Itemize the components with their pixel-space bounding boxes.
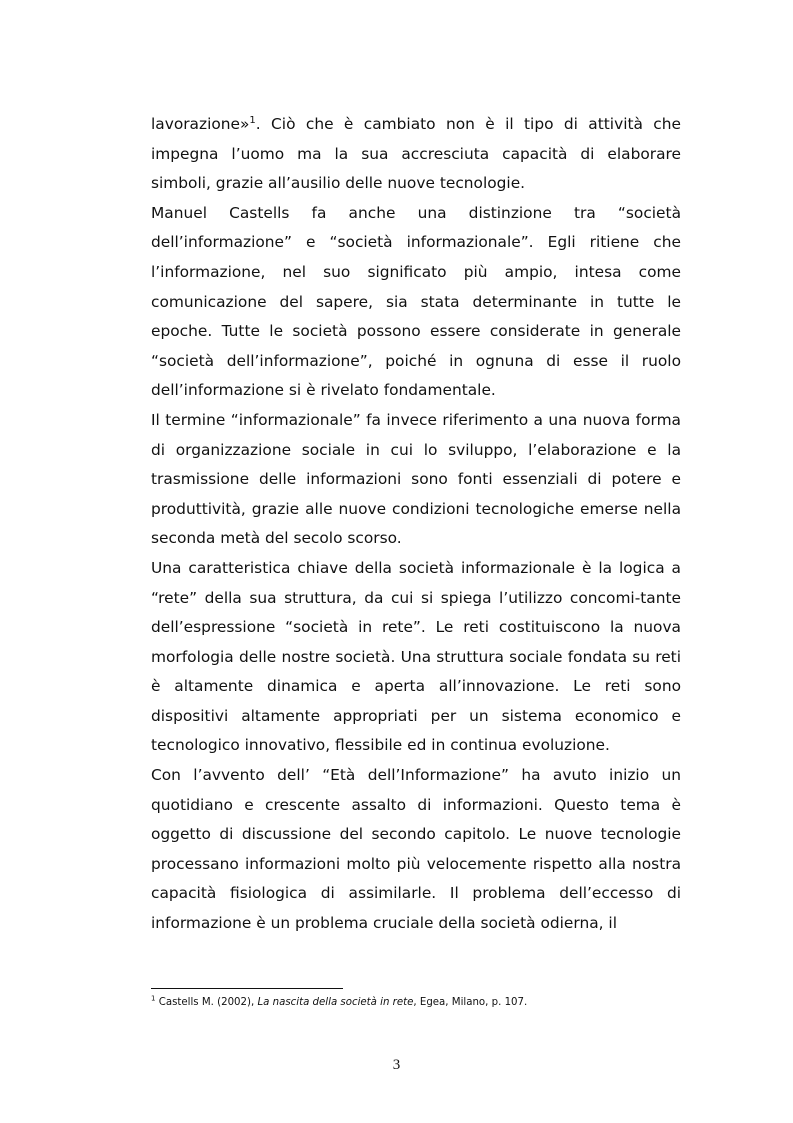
footnote-author: Castells M. (2002), bbox=[158, 997, 255, 1008]
footnote-title: La nascita della società in rete bbox=[257, 997, 414, 1008]
footnote bbox=[151, 996, 681, 1010]
footnote-reference[interactable]: 1 bbox=[249, 114, 256, 126]
body-text bbox=[151, 110, 681, 939]
paragraph-4: Una caratteristica chiave della società informazionale è la logica a “rete” della sua struttura, da cui si spiega l’utilizzo concomi-tante dell’espressione “società in rete”. Le reti costituiscono la nuova morfologia delle nostre società. Una struttura sociale fondata su reti è altamente dinamica e aperta all’innovazione. Le reti sono dispositivi altamente appropriati per un sistema economico e tecnologico innovativo, flessibile ed in continua evoluzione. bbox=[151, 558, 681, 755]
paragraph-2: Manuel Castells fa anche una distinzione tra “società dell’informazione” e “società informazionale”. Egli ritiene che l’informazione, nel suo significato più ampio, intesa come comunicazione del sapere, sia stata determinante in tutte le epoche. Tutte le società possono essere considerate in generale “società dell’informazione”, poiché in ognuna di esse il ruolo dell’informazione si è rivelato fondamentale. bbox=[151, 203, 681, 400]
paragraph-5: Con l’avvento dell’ “Età dell’Informazione” ha avuto inizio un quotidiano e crescente assalto di informazioni. Questo tema è oggetto di discussione del secondo capitolo. Le nuove tecnologie processano informazioni molto più velocemente rispetto alla nostra capacità fisiologica di assimilarle. Il problema dell’eccesso di informazione è un problema cruciale della società odierna, il bbox=[151, 766, 681, 933]
footnote-separator bbox=[151, 988, 343, 989]
paragraph-1 bbox=[151, 110, 681, 199]
paragraph-3: Il termine “informazionale” fa invece riferimento a una nuova forma di organizzazione sociale in cui lo sviluppo, l’elaborazione e la trasmissione delle informazioni sono fonti essenziali di potere e produttività, grazie alle nuove condizioni tecnologiche emerse nella seconda metà del secolo scorso. bbox=[151, 410, 681, 548]
paragraph-1-text: . Ciò che è cambiato non è il tipo di attività che impegna l’uomo ma la sua accresciuta capacità di elaborare simboli, grazie all’ausilio delle nuove tecnologie. bbox=[151, 115, 681, 193]
paragraph-1-lead: lavorazione» bbox=[151, 115, 250, 133]
page-number: 3 bbox=[392, 1057, 401, 1073]
footnote-rest: , Egea, Milano, p. 107. bbox=[413, 997, 528, 1008]
footnote-number: 1 bbox=[151, 994, 156, 1003]
